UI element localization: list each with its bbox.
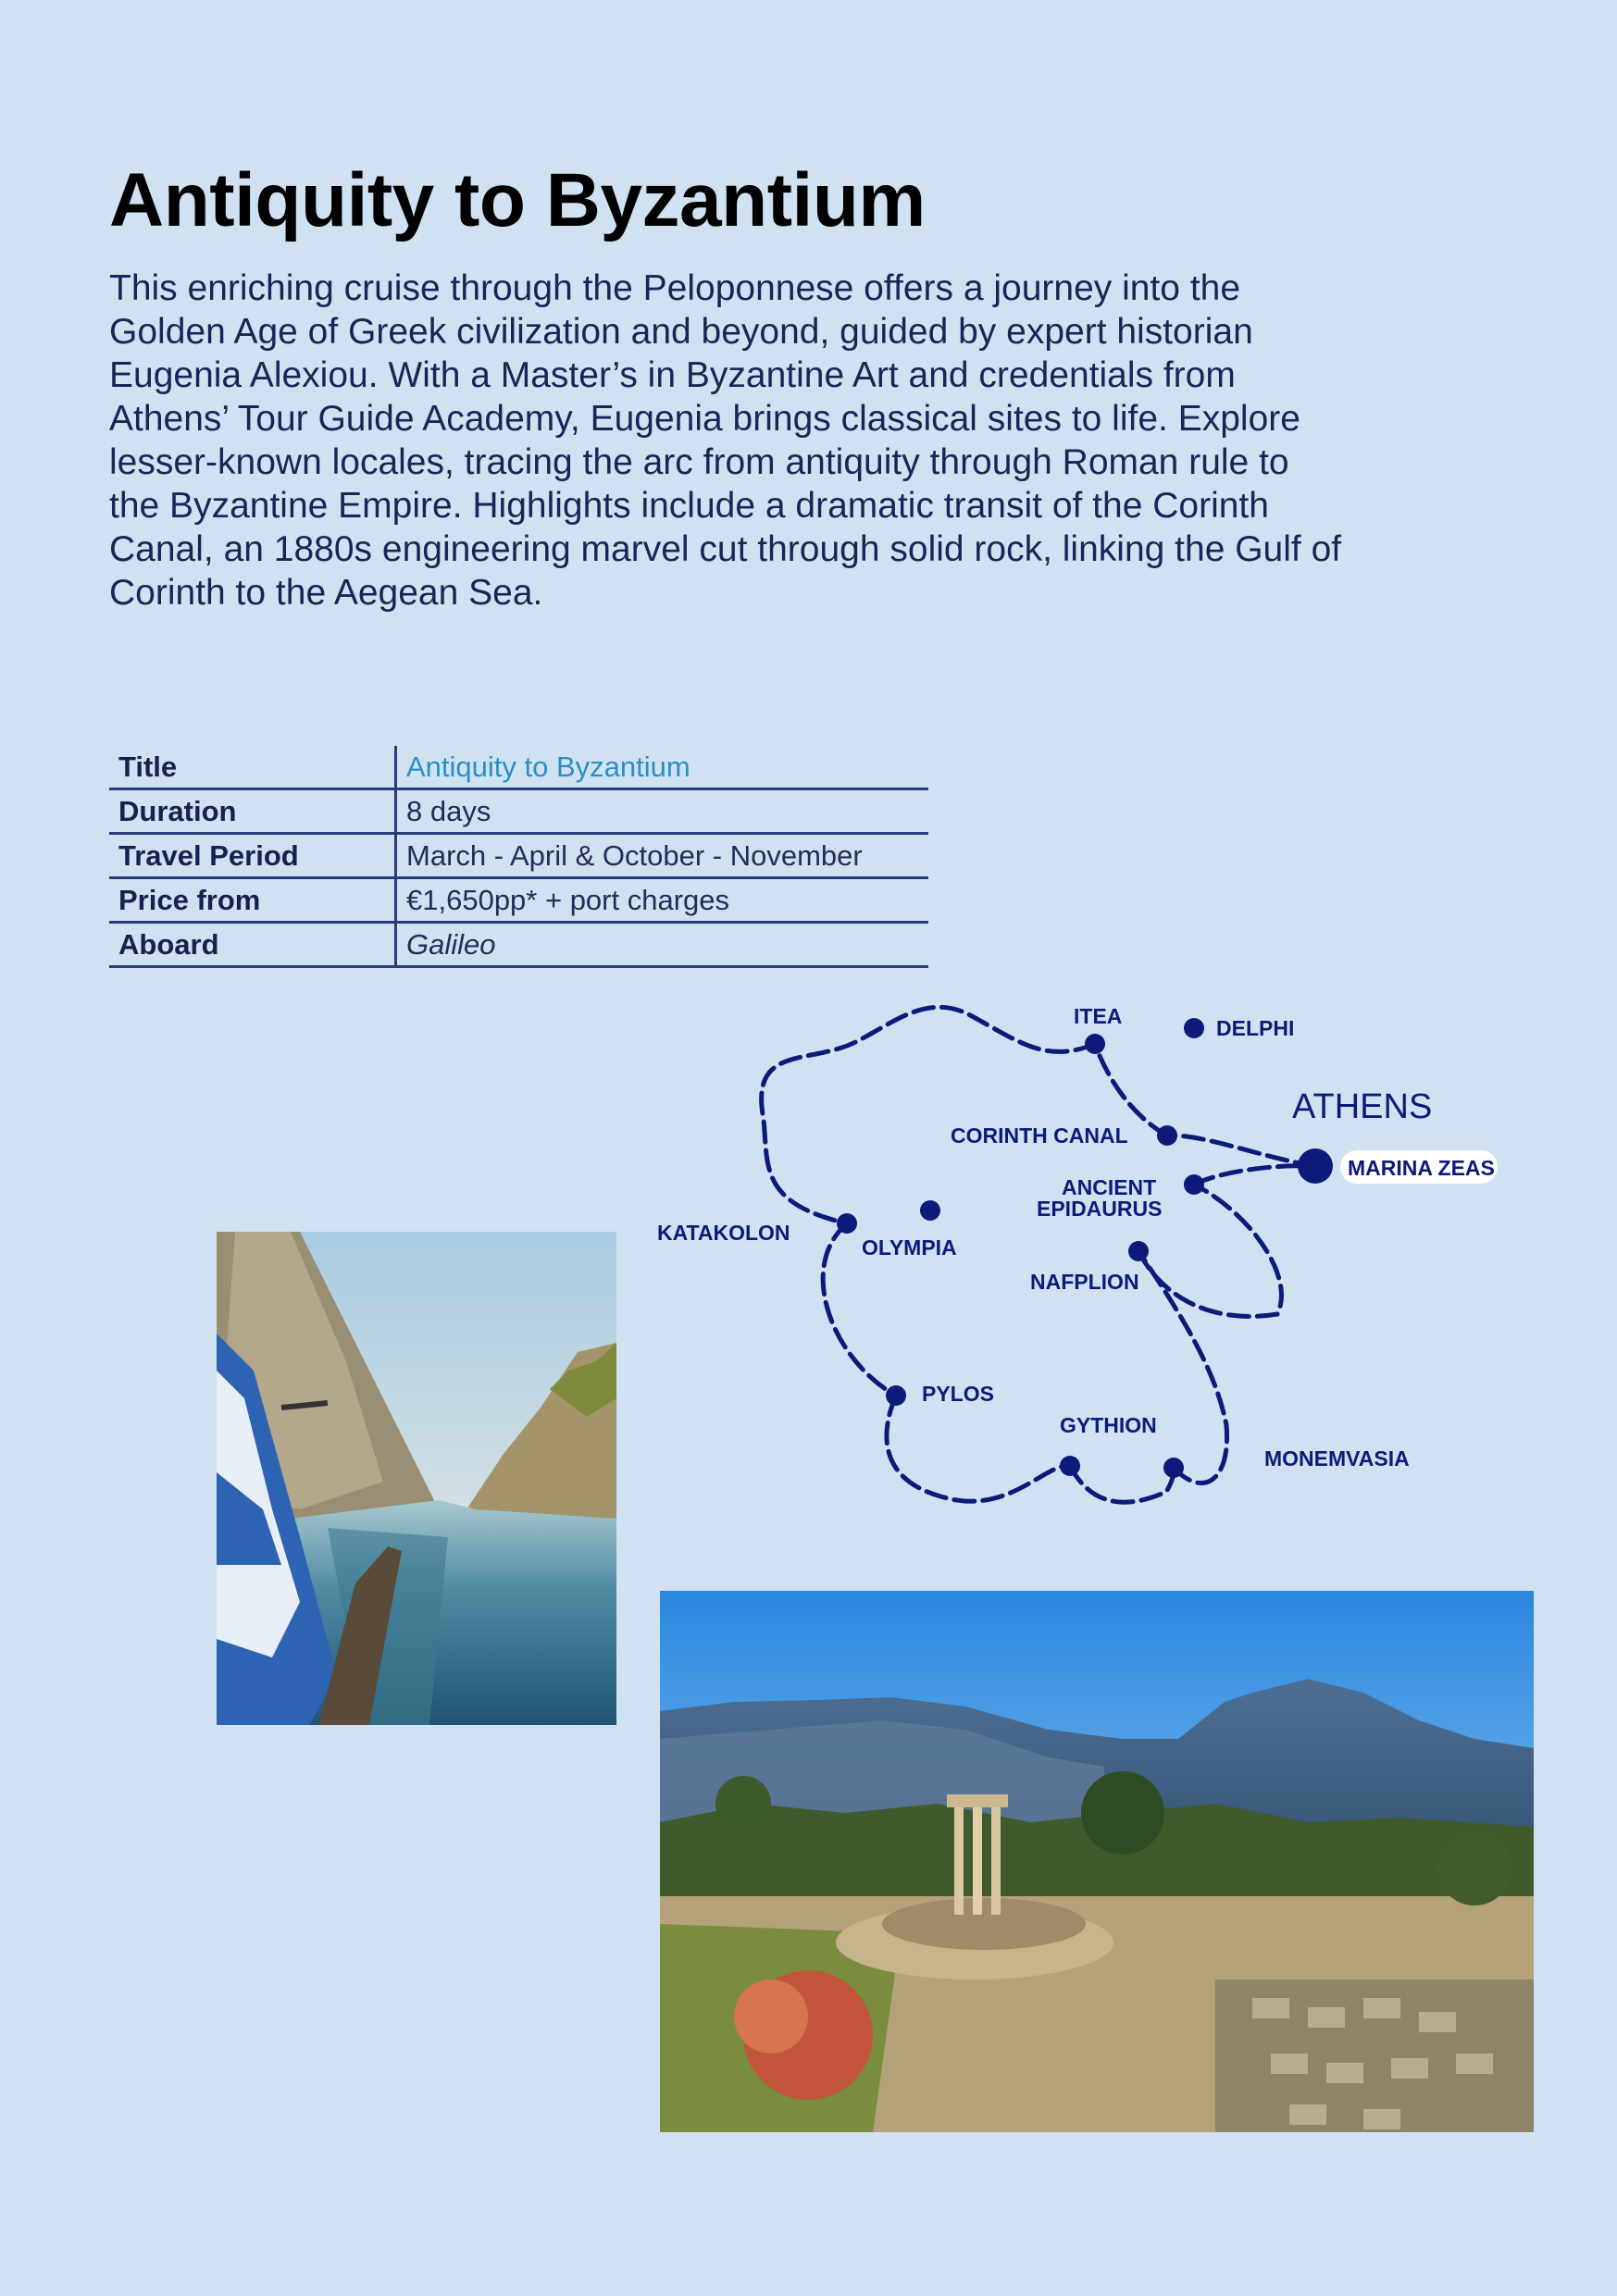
map-label-olympia: OLYMPIA: [862, 1235, 957, 1260]
nafplion-marker: [1128, 1241, 1149, 1261]
trip-title-link[interactable]: Antiquity to Byzantium: [396, 746, 929, 789]
trip-details-table: [109, 746, 928, 968]
epidaurus-marker: [1184, 1174, 1204, 1195]
intro-line: This enriching cruise through the Peloponnese offers a journey into the: [109, 268, 1241, 308]
route-segment: [1138, 1251, 1227, 1483]
delphi-marker: [1184, 1018, 1204, 1038]
pylos-marker: [886, 1385, 906, 1406]
route-segment: [1167, 1136, 1315, 1166]
intro-line: Canal, an 1880s engineering marvel cut through solid rock, linking the Gulf of: [109, 529, 1342, 569]
map-label-monemvasia: MONEMVASIA: [1264, 1446, 1410, 1471]
route-segment: [1070, 1466, 1174, 1502]
olympia-marker: [920, 1200, 940, 1221]
itea-marker: [1085, 1034, 1105, 1054]
intro-line: Golden Age of Greek civilization and beyond, guided by expert historian: [109, 312, 1253, 352]
route-segment: [887, 1396, 1070, 1501]
map-label-epidaurus-2: EPIDAURUS: [1037, 1197, 1163, 1221]
gythion-marker: [1060, 1456, 1080, 1476]
intro-line: lesser-known locales, tracing the arc from antiquity through Roman rule to: [109, 442, 1289, 482]
monemvasia-marker: [1163, 1458, 1184, 1478]
details-label: Aboard: [109, 923, 396, 967]
route-segment: [1095, 1044, 1167, 1136]
corinth-canal-photo: [217, 1232, 616, 1725]
route-segment: [762, 1007, 1095, 1223]
map-label-marina-zeas: MARINA ZEAS: [1348, 1156, 1495, 1180]
delphi-tholos-photo: [660, 1591, 1534, 2132]
map-label-epidaurus: ANCIENT: [1062, 1175, 1157, 1199]
details-row-duration: [109, 789, 928, 834]
route-segment: [1194, 1166, 1315, 1185]
map-label-nafplion: NAFPLION: [1030, 1270, 1139, 1294]
page-title: Antiquity to Byzantium: [109, 158, 926, 242]
map-label-gythion: GYTHION: [1060, 1413, 1157, 1437]
map-label-itea: ITEA: [1074, 1004, 1123, 1028]
details-row-title: [109, 746, 928, 789]
map-label-athens: ATHENS: [1292, 1087, 1433, 1126]
details-value: March - April & October - November: [396, 834, 929, 878]
details-label: Travel Period: [109, 834, 396, 878]
map-label-corinth-canal: CORINTH CANAL: [951, 1123, 1128, 1148]
katakolon-marker: [837, 1213, 857, 1234]
details-label: Title: [109, 746, 396, 789]
details-row-price: [109, 878, 928, 923]
map-label-pylos: PYLOS: [922, 1382, 994, 1406]
intro-line: Eugenia Alexiou. With a Master’s in Byzantine Art and credentials from: [109, 355, 1236, 395]
details-label: Price from: [109, 878, 396, 923]
intro-paragraph: [109, 267, 1461, 614]
map-label-katakolon: KATAKOLON: [657, 1221, 790, 1245]
details-value: €1,650pp* + port charges: [396, 878, 929, 923]
intro-line: Corinth to the Aegean Sea.: [109, 573, 543, 613]
details-value: Galileo: [396, 923, 929, 967]
route-map: [648, 990, 1518, 1564]
map-label-delphi: DELPHI: [1216, 1016, 1295, 1040]
details-value: 8 days: [396, 789, 929, 834]
details-row-travel-period: [109, 834, 928, 878]
corinth-canal-marker: [1157, 1125, 1177, 1146]
details-label: Duration: [109, 789, 396, 834]
athens-marker: [1298, 1148, 1333, 1184]
intro-line: Athens’ Tour Guide Academy, Eugenia brings classical sites to life. Explore: [109, 399, 1300, 439]
details-row-aboard: [109, 923, 928, 967]
intro-line: the Byzantine Empire. Highlights include a dramatic transit of the Corinth: [109, 486, 1269, 526]
